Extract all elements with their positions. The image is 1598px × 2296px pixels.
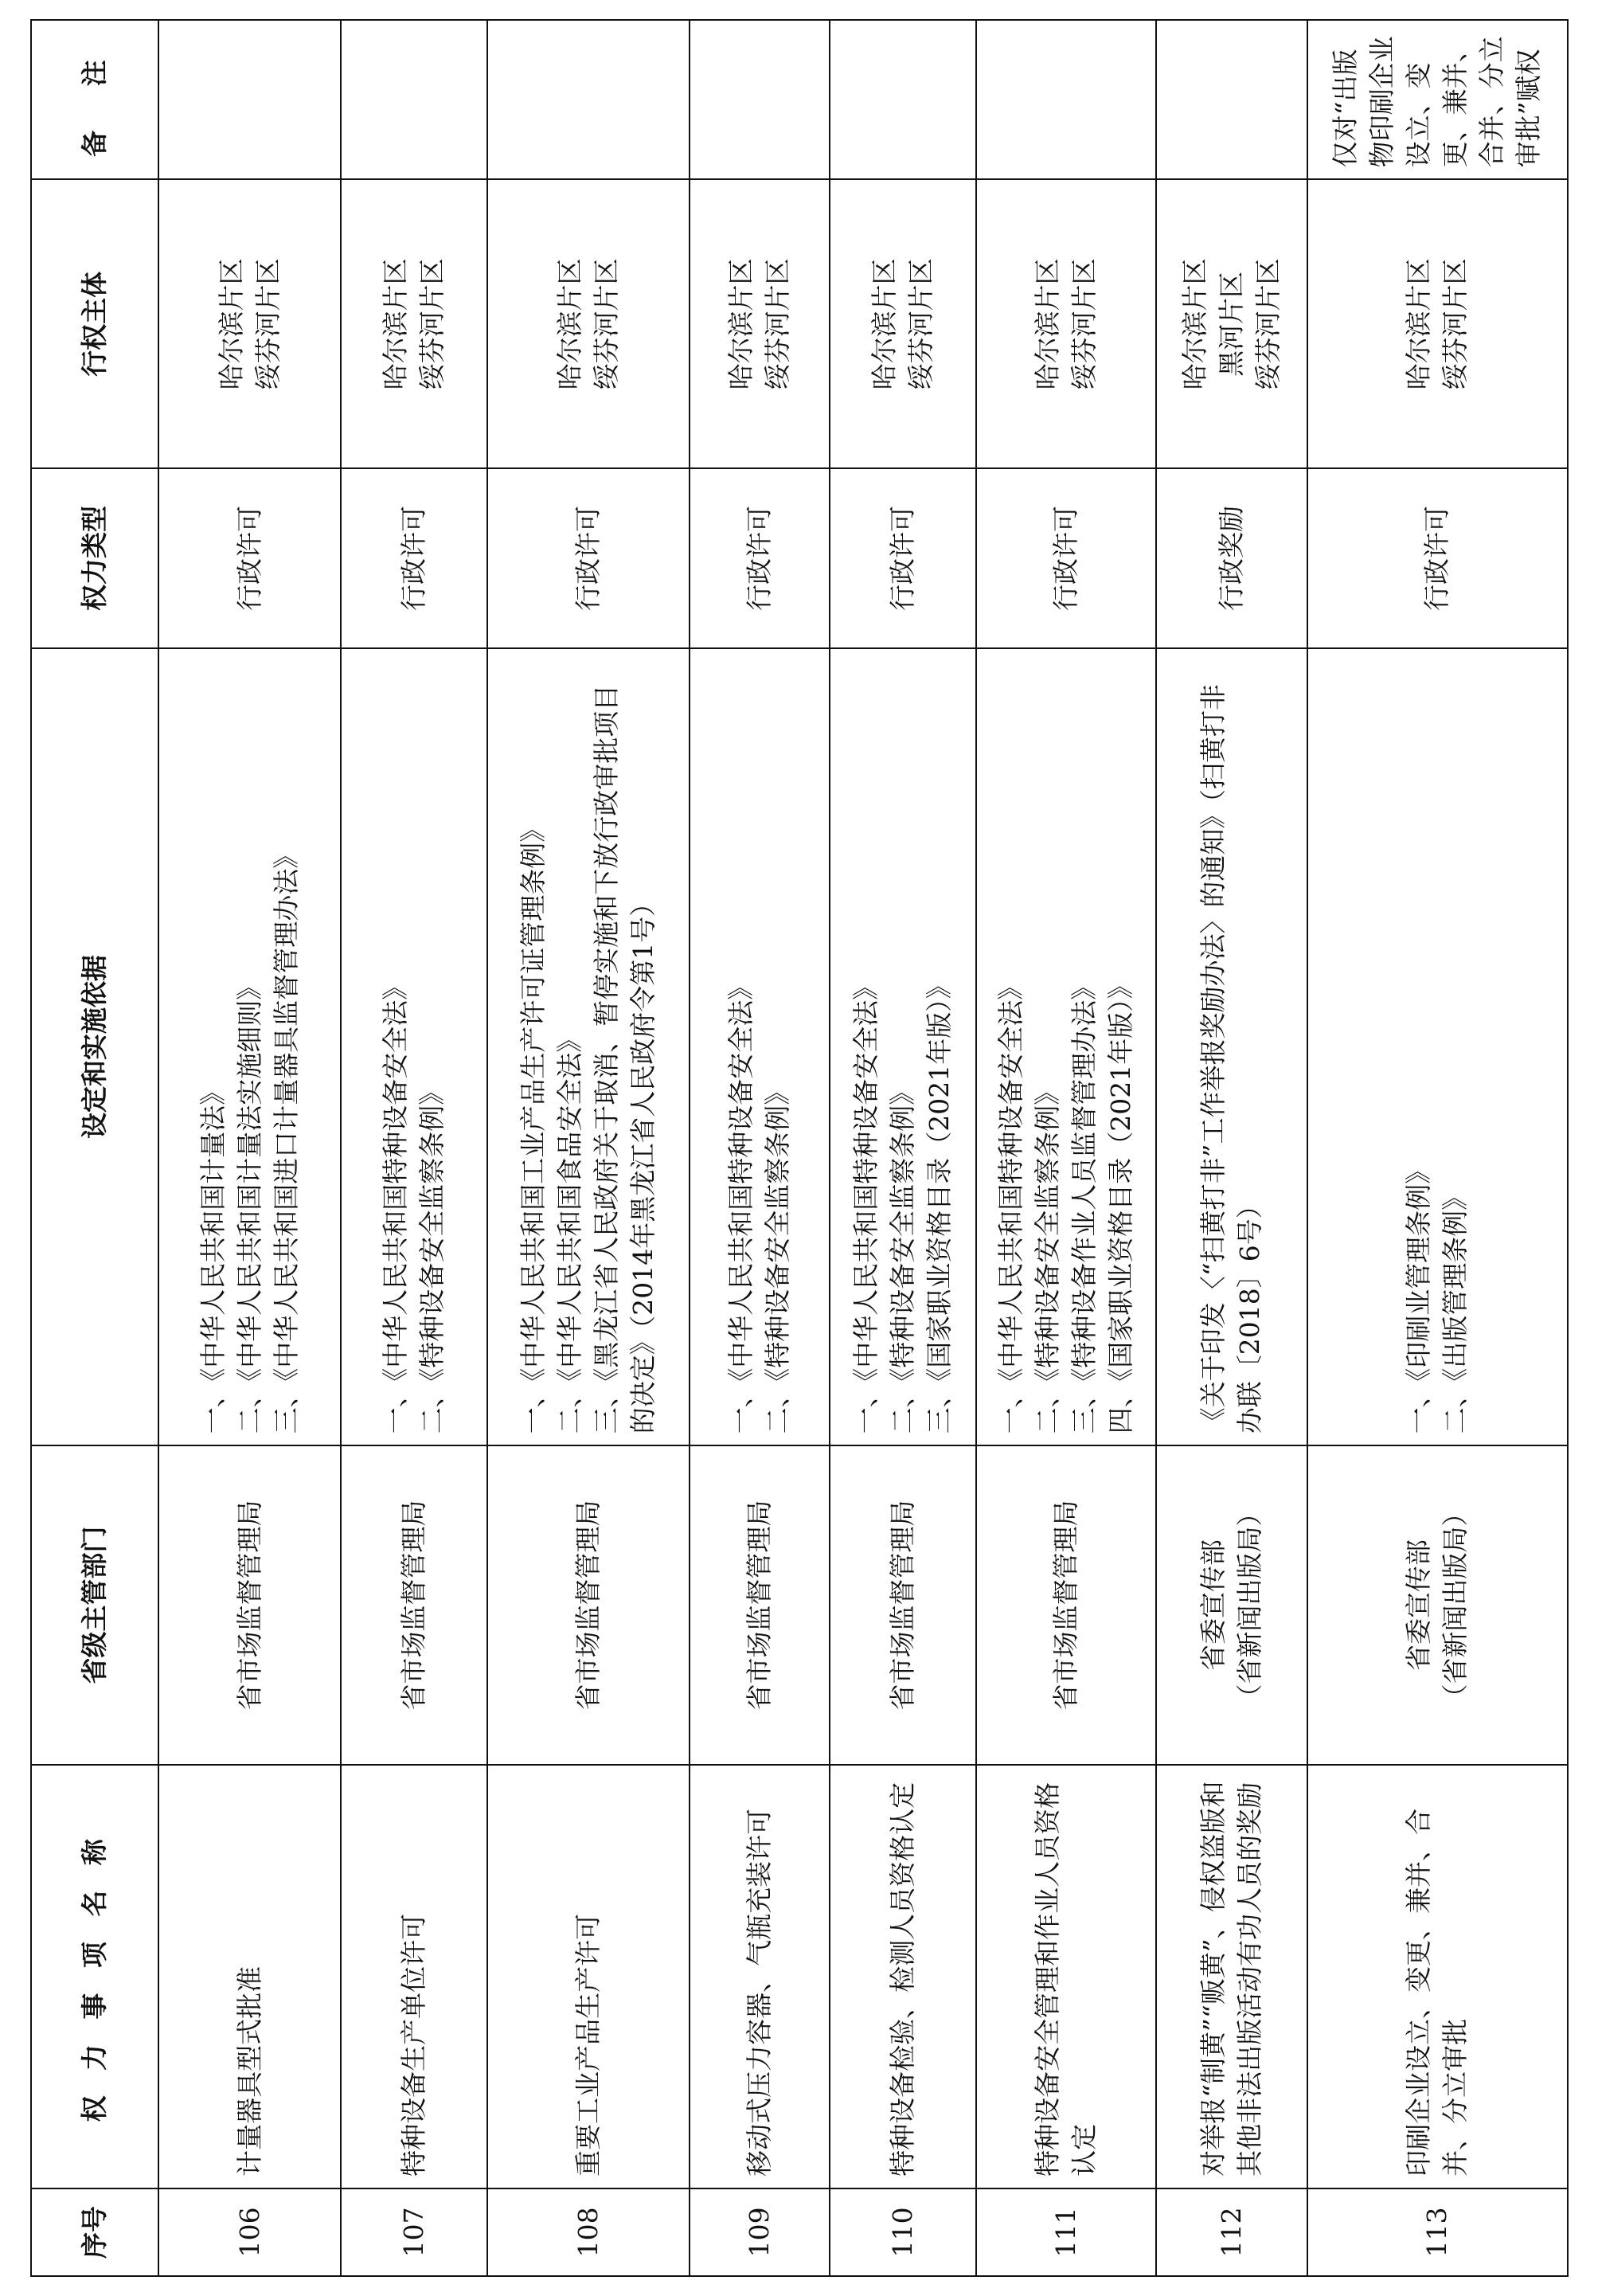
cell-basis-line: 三、《黑龙江省人民政府关于取消、暂停实施和下放行政审批项目的决定》（2014年黑龙江省人民政府令第1号） <box>590 684 658 1434</box>
cell-dept-line: （省新闻出版局） <box>1440 1500 1471 1711</box>
cell-seq: 111 <box>976 2188 1156 2276</box>
table-row <box>690 20 830 2276</box>
cell-dept <box>341 1445 486 1765</box>
cell-note <box>976 20 1156 179</box>
cell-name: 印刷企业设立、变更、兼并、合并、分立审批 <box>1307 1765 1568 2188</box>
cell-type: 行政许可 <box>158 468 341 647</box>
cell-dept <box>976 1445 1156 1765</box>
table-row <box>830 20 976 2276</box>
cell-note <box>487 20 690 179</box>
cell-dept <box>158 1445 341 1765</box>
cell-type: 行政许可 <box>690 468 830 647</box>
cell-basis-line: 二、《出版管理条例》 <box>1440 1183 1471 1434</box>
cell-subject-line: 哈尔滨片区 <box>1179 258 1211 390</box>
cell-seq: 108 <box>487 2188 690 2276</box>
cell-subject-line: 绥芬河片区 <box>416 258 447 390</box>
cell-subject <box>341 179 486 468</box>
cell-basis-line: 二、《特种设备安全监察条例》 <box>1032 1078 1064 1434</box>
cell-dept-line: （省新闻出版局） <box>1234 1500 1266 1711</box>
power-items-table <box>30 19 1569 2277</box>
cell-subject <box>158 179 341 468</box>
cell-seq: 112 <box>1156 2188 1307 2276</box>
cell-basis <box>830 648 976 1446</box>
table-row <box>1156 20 1307 2276</box>
cell-dept <box>1307 1445 1568 1765</box>
cell-name: 特种设备生产单位许可 <box>341 1765 486 2188</box>
cell-dept <box>690 1445 830 1765</box>
cell-note <box>341 20 486 179</box>
cell-subject-line: 哈尔滨片区 <box>1032 258 1064 390</box>
cell-dept-line: 省委宣传部 <box>1198 1539 1229 1671</box>
cell-type: 行政许可 <box>1307 468 1568 647</box>
cell-dept-line: 省市场监督管理局 <box>886 1500 918 1711</box>
cell-name: 对举报“制黄”“贩黄”、侵权盗版和其他非法出版活动有功人员的奖励 <box>1156 1765 1307 2188</box>
header-seq: 序号 <box>31 2188 158 2276</box>
cell-dept-line: 省市场监督管理局 <box>572 1500 604 1711</box>
cell-subject-line: 哈尔滨片区 <box>868 258 900 390</box>
table-row <box>487 20 690 2276</box>
cell-basis-line: 一、《中华人民共和国特种设备安全法》 <box>379 973 411 1434</box>
header-note: 备 注 <box>31 20 158 179</box>
cell-subject-line: 哈尔滨片区 <box>215 258 247 390</box>
cell-dept <box>1156 1445 1307 1765</box>
cell-subject <box>487 179 690 468</box>
cell-basis <box>1156 648 1307 1446</box>
cell-subject-line: 哈尔滨片区 <box>553 258 585 390</box>
cell-basis-line: 二、《特种设备安全监察条例》 <box>761 1078 793 1434</box>
cell-basis-line: 四、《国家职业资格目录（2021年版）》 <box>1105 972 1137 1434</box>
cell-note: 仅对“出版物印刷企业设立、变更、兼并、合并、分立审批”赋权 <box>1307 20 1568 179</box>
cell-name: 计量器具型式批准 <box>158 1765 341 2188</box>
cell-type: 行政许可 <box>341 468 486 647</box>
header-name: 权 力 事 项 名 称 <box>31 1765 158 2188</box>
table-row <box>341 20 486 2276</box>
cell-subject-line: 绥芬河片区 <box>904 258 936 390</box>
cell-basis <box>487 648 690 1446</box>
cell-subject-line: 绥芬河片区 <box>1252 258 1284 390</box>
cell-type: 行政许可 <box>830 468 976 647</box>
cell-subject <box>1156 179 1307 468</box>
cell-basis <box>976 648 1156 1446</box>
cell-seq: 106 <box>158 2188 341 2276</box>
cell-basis-line: 一、《中华人民共和国特种设备安全法》 <box>995 973 1027 1434</box>
cell-basis-line: 《关于印发〈“扫黄打非”工作举报奖励办法〉的通知》（扫黄打非办联〔2018〕6号） <box>1198 683 1266 1434</box>
cell-subject-line: 绥芬河片区 <box>252 258 283 390</box>
table-header-row <box>31 20 158 2276</box>
cell-basis-line: 三、《特种设备作业人员监督管理办法》 <box>1069 973 1100 1434</box>
cell-subject <box>1307 179 1568 468</box>
cell-subject-line: 黑河片区 <box>1216 271 1248 377</box>
cell-type: 行政许可 <box>487 468 690 647</box>
cell-dept-line: 省市场监督管理局 <box>233 1500 265 1711</box>
cell-basis-line: 一、《中华人民共和国特种设备安全法》 <box>725 973 756 1434</box>
header-subject: 行权主体 <box>31 179 158 468</box>
header-dept: 省级主管部门 <box>31 1445 158 1765</box>
cell-basis-line: 二、《特种设备安全监察条例》 <box>886 1078 918 1434</box>
cell-seq: 107 <box>341 2188 486 2276</box>
cell-subject <box>830 179 976 468</box>
cell-dept <box>830 1445 976 1765</box>
cell-basis-line: 一、《中华人民共和国计量法》 <box>197 1078 229 1434</box>
cell-basis-line: 一、《中华人民共和国特种设备安全法》 <box>850 973 881 1434</box>
cell-name: 移动式压力容器、气瓶充装许可 <box>690 1765 830 2188</box>
cell-basis <box>690 648 830 1446</box>
cell-dept-line: 省市场监督管理局 <box>397 1500 429 1711</box>
cell-basis-line: 三、《国家职业资格目录（2021年版）》 <box>923 972 955 1434</box>
cell-subject-line: 哈尔滨片区 <box>379 258 411 390</box>
cell-type: 行政奖励 <box>1156 468 1307 647</box>
cell-name: 重要工业产品生产许可 <box>487 1765 690 2188</box>
cell-name: 特种设备安全管理和作业人员资格认定 <box>976 1765 1156 2188</box>
cell-basis <box>1307 648 1568 1446</box>
cell-subject-line: 哈尔滨片区 <box>1403 258 1435 390</box>
cell-dept-line: 省市场监督管理局 <box>1050 1500 1082 1711</box>
cell-subject <box>976 179 1156 468</box>
cell-subject-line: 绥芬河片区 <box>590 258 622 390</box>
cell-dept <box>487 1445 690 1765</box>
cell-dept-line: 省市场监督管理局 <box>743 1500 775 1711</box>
cell-note <box>830 20 976 179</box>
table-row <box>1307 20 1568 2276</box>
cell-note <box>158 20 341 179</box>
cell-seq: 113 <box>1307 2188 1568 2276</box>
cell-basis <box>341 648 486 1446</box>
cell-seq: 109 <box>690 2188 830 2276</box>
cell-basis-line: 一、《中华人民共和国工业产品生产许可证管理条例》 <box>517 816 549 1434</box>
cell-note <box>1156 20 1307 179</box>
table-row <box>976 20 1156 2276</box>
cell-subject-line: 绥芬河片区 <box>1440 258 1471 390</box>
cell-basis-line: 二、《中华人民共和国食品安全法》 <box>553 1026 585 1434</box>
cell-dept-line: 省委宣传部 <box>1403 1539 1435 1671</box>
cell-type: 行政许可 <box>976 468 1156 647</box>
cell-basis-line: 二、《特种设备安全监察条例》 <box>416 1078 447 1434</box>
cell-basis-line: 一、《印刷业管理条例》 <box>1403 1157 1435 1434</box>
cell-name: 特种设备检验、检测人员资格认定 <box>830 1765 976 2188</box>
cell-subject-line: 绥芬河片区 <box>1069 258 1100 390</box>
cell-basis <box>158 648 341 1446</box>
table-row <box>158 20 341 2276</box>
cell-subject <box>690 179 830 468</box>
header-basis: 设定和实施依据 <box>31 648 158 1446</box>
cell-subject-line: 绥芬河片区 <box>761 258 793 390</box>
cell-basis-line: 二、《中华人民共和国计量法实施细则》 <box>233 973 265 1434</box>
header-type: 权力类型 <box>31 468 158 647</box>
cell-note <box>690 20 830 179</box>
cell-subject-line: 哈尔滨片区 <box>725 258 756 390</box>
cell-basis-line: 三、《中华人民共和国进口计量器具监督管理办法》 <box>270 842 302 1434</box>
cell-seq: 110 <box>830 2188 976 2276</box>
